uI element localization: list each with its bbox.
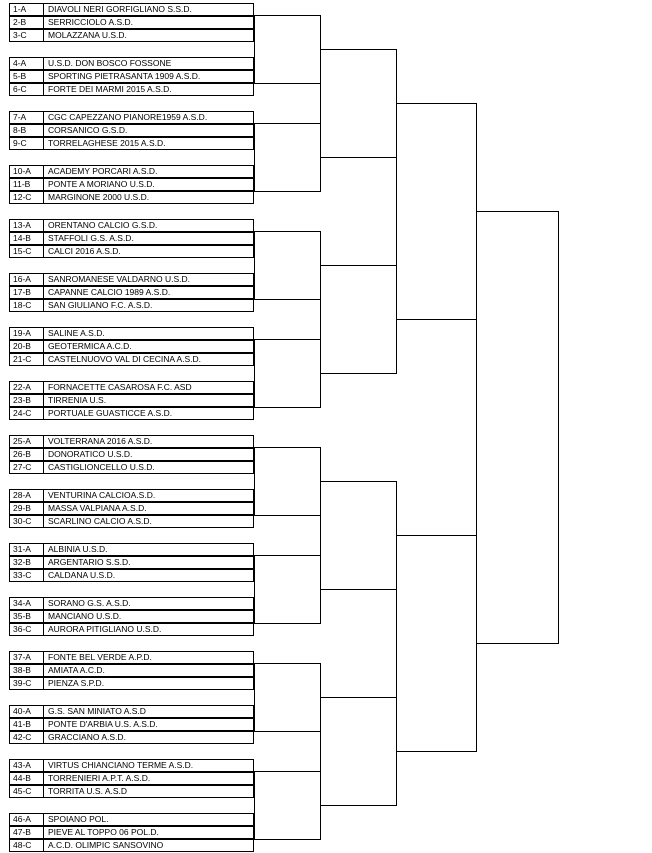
team-row — [9, 556, 254, 569]
team-row — [9, 299, 254, 312]
team-code: 29-B — [10, 503, 44, 514]
team-row — [9, 381, 254, 394]
team-name: GRACCIANO A.S.D. — [48, 732, 126, 742]
team-code: 33-C — [10, 570, 44, 581]
team-name: VIRTUS CHIANCIANO TERME A.S.D. — [48, 760, 194, 770]
team-code: 45-C — [10, 786, 44, 797]
team-code: 7-A — [10, 112, 44, 123]
team-code: 38-B — [10, 665, 44, 676]
team-row — [9, 273, 254, 286]
team-code: 3-C — [10, 30, 44, 41]
team-name: SPORTING PIETRASANTA 1909 A.S.D. — [48, 71, 201, 81]
team-code: 2-B — [10, 17, 44, 28]
round3-slot — [396, 103, 477, 320]
round1-slot — [254, 123, 321, 192]
team-row — [9, 286, 254, 299]
team-code: 22-A — [10, 382, 44, 393]
team-row — [9, 178, 254, 191]
team-code: 43-A — [10, 760, 44, 771]
round2-slot — [320, 265, 397, 374]
team-code: 4-A — [10, 58, 44, 69]
team-row — [9, 191, 254, 204]
team-code: 16-A — [10, 274, 44, 285]
team-name: SAN GIULIANO F.C. A.S.D. — [48, 300, 153, 310]
team-row — [9, 677, 254, 690]
round2-slot — [320, 481, 397, 590]
team-name: CASTIGLIONCELLO U.S.D. — [48, 462, 155, 472]
team-code: 8-B — [10, 125, 44, 136]
team-row — [9, 664, 254, 677]
round2-slot — [320, 697, 397, 806]
team-name: PIEVE AL TOPPO 06 POL.D. — [48, 827, 159, 837]
team-name: TORRELAGHESE 2015 A.S.D. — [48, 138, 166, 148]
team-code: 28-A — [10, 490, 44, 501]
team-name: SPOIANO POL. — [48, 814, 109, 824]
team-row — [9, 543, 254, 556]
team-name: AMIATA A.C.D. — [48, 665, 105, 675]
team-name: CALDANA U.S.D. — [48, 570, 116, 580]
team-name: GEOTERMICA A.C.D. — [48, 341, 132, 351]
team-code: 12-C — [10, 192, 44, 203]
team-code: 23-B — [10, 395, 44, 406]
team-code: 20-B — [10, 341, 44, 352]
team-row — [9, 502, 254, 515]
team-code: 35-B — [10, 611, 44, 622]
team-code: 32-B — [10, 557, 44, 568]
round1-slot — [254, 663, 321, 732]
team-row — [9, 70, 254, 83]
team-row — [9, 705, 254, 718]
round1-slot — [254, 15, 321, 84]
round1-slot — [254, 447, 321, 516]
team-name: MASSA VALPIANA A.S.D. — [48, 503, 147, 513]
team-row — [9, 489, 254, 502]
team-code: 46-A — [10, 814, 44, 825]
team-row — [9, 597, 254, 610]
team-name: CALCI 2016 A.S.D. — [48, 246, 121, 256]
team-name: CGC CAPEZZANO PIANORE1959 A.S.D. — [48, 112, 208, 122]
team-code: 25-A — [10, 436, 44, 447]
team-name: FONTE BEL VERDE A.P.D. — [48, 652, 152, 662]
team-name: TORRITA U.S. A.S.D — [48, 786, 128, 796]
team-name: FORTE DEI MARMI 2015 A.S.D. — [48, 84, 172, 94]
round1-slot — [254, 555, 321, 624]
round1-slot — [254, 771, 321, 840]
team-code: 39-C — [10, 678, 44, 689]
team-code: 30-C — [10, 516, 44, 527]
team-name: G.S. SAN MINIATO A.S.D — [48, 706, 146, 716]
team-row — [9, 245, 254, 258]
team-code: 48-C — [10, 840, 44, 851]
team-row — [9, 29, 254, 42]
team-code: 44-B — [10, 773, 44, 784]
team-row — [9, 839, 254, 852]
team-row — [9, 623, 254, 636]
team-name: ALBINIA U.S.D. — [48, 544, 108, 554]
team-name: CORSANICO G.S.D. — [48, 125, 128, 135]
team-row — [9, 813, 254, 826]
team-name: SORANO G.S. A.S.D. — [48, 598, 131, 608]
team-name: DIAVOLI NERI GORFIGLIANO S.S.D. — [48, 4, 192, 14]
team-name: PIENZA S.P.D. — [48, 678, 105, 688]
team-name: ORENTANO CALCIO G.S.D. — [48, 220, 158, 230]
team-name: SCARLINO CALCIO A.S.D. — [48, 516, 152, 526]
team-row — [9, 340, 254, 353]
team-name: VENTURINA CALCIOA.S.D. — [48, 490, 156, 500]
team-name: MANCIANO U.S.D. — [48, 611, 122, 621]
team-row — [9, 16, 254, 29]
team-name: TORRENIERI A.P.T. A.S.D. — [48, 773, 151, 783]
team-row — [9, 57, 254, 70]
team-row — [9, 83, 254, 96]
team-row — [9, 124, 254, 137]
round1-slot — [254, 231, 321, 300]
team-code: 41-B — [10, 719, 44, 730]
team-name: MARGINONE 2000 U.S.D. — [48, 192, 150, 202]
team-code: 34-A — [10, 598, 44, 609]
team-code: 37-A — [10, 652, 44, 663]
team-row — [9, 772, 254, 785]
team-code: 13-A — [10, 220, 44, 231]
round2-slot — [320, 49, 397, 158]
team-code: 42-C — [10, 732, 44, 743]
team-code: 36-C — [10, 624, 44, 635]
team-code: 19-A — [10, 328, 44, 339]
team-name: VOLTERRANA 2016 A.S.D. — [48, 436, 153, 446]
team-row — [9, 785, 254, 798]
team-code: 11-B — [10, 179, 44, 190]
team-code: 40-A — [10, 706, 44, 717]
team-row — [9, 515, 254, 528]
team-name: ACADEMY PORCARI A.S.D. — [48, 166, 158, 176]
team-row — [9, 759, 254, 772]
team-code: 31-A — [10, 544, 44, 555]
team-row — [9, 718, 254, 731]
team-row — [9, 731, 254, 744]
team-row — [9, 327, 254, 340]
team-row — [9, 448, 254, 461]
round3-slot — [396, 535, 477, 752]
team-name: STAFFOLI G.S. A.S.D. — [48, 233, 134, 243]
team-name: PONTE A MORIANO U.S.D. — [48, 179, 155, 189]
team-code: 14-B — [10, 233, 44, 244]
team-row — [9, 826, 254, 839]
team-code: 10-A — [10, 166, 44, 177]
team-row — [9, 219, 254, 232]
team-name: MOLAZZANA U.S.D. — [48, 30, 127, 40]
team-code: 6-C — [10, 84, 44, 95]
team-name: CAPANNE CALCIO 1989 A.S.D. — [48, 287, 171, 297]
team-name: SANROMANESE VALDARNO U.S.D. — [48, 274, 191, 284]
round1-slot — [254, 339, 321, 408]
team-row — [9, 137, 254, 150]
team-code: 17-B — [10, 287, 44, 298]
team-row — [9, 3, 254, 16]
team-row — [9, 394, 254, 407]
team-name: U.S.D. DON BOSCO FOSSONE — [48, 58, 172, 68]
team-name: AURORA PITIGLIANO U.S.D. — [48, 624, 162, 634]
team-name: SALINE A.S.D. — [48, 328, 105, 338]
team-code: 1-A — [10, 4, 44, 15]
team-row — [9, 353, 254, 366]
team-code: 27-C — [10, 462, 44, 473]
team-code: 47-B — [10, 827, 44, 838]
team-code: 26-B — [10, 449, 44, 460]
team-name: FORNACETTE CASAROSA F.C. ASD — [48, 382, 192, 392]
team-code: 5-B — [10, 71, 44, 82]
team-code: 24-C — [10, 408, 44, 419]
team-row — [9, 232, 254, 245]
team-name: PORTUALE GUASTICCE A.S.D. — [48, 408, 173, 418]
team-row — [9, 651, 254, 664]
team-row — [9, 407, 254, 420]
team-row — [9, 610, 254, 623]
team-name: ARGENTARIO S.S.D. — [48, 557, 131, 567]
team-name: CASTELNUOVO VAL DI CECINA A.S.D. — [48, 354, 202, 364]
team-name: A.C.D. OLIMPIC SANSOVINO — [48, 840, 164, 850]
team-name: TIRRENIA U.S. — [48, 395, 107, 405]
team-name: PONTE D'ARBIA U.S. A.S.D. — [48, 719, 158, 729]
semifinal-slot — [476, 211, 559, 644]
team-row — [9, 569, 254, 582]
team-code: 18-C — [10, 300, 44, 311]
team-code: 15-C — [10, 246, 44, 257]
team-row — [9, 165, 254, 178]
team-row — [9, 435, 254, 448]
team-row — [9, 461, 254, 474]
team-code: 21-C — [10, 354, 44, 365]
team-code: 9-C — [10, 138, 44, 149]
team-name: DONORATICO U.S.D. — [48, 449, 133, 459]
team-name: SERRICCIOLO A.S.D. — [48, 17, 134, 27]
team-row — [9, 111, 254, 124]
